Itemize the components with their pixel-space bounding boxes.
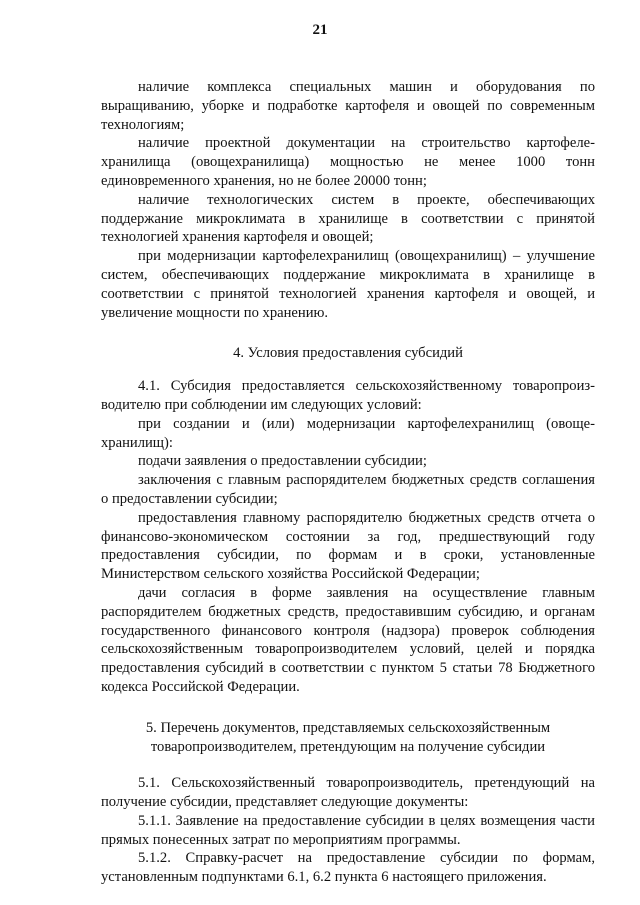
section-5-heading-line-2: товаропроизводителем, претендующим на получение субсидии [150,738,546,755]
section-4-heading: 4. Условия предоставления субсидий [233,345,463,362]
paragraph: наличие комплекса специальных машин и оборудования по выращиванию, уборке и подработке картофеля и овощей по современным технологиям; [101,79,595,133]
paragraph: дачи согласия в форме заявления на осуществление главным распорядителем бюджетных средств, предоставившим субсидию, и органам государственного финансового контроля (надзора) проверок соблюдения сельскохозяйственным товаропроизводителем условий, целей и порядка предоставления субсидий в соответствии с пунктом 5 статьи 78 Бюджетного кодекса Российской Федерации. [101,584,595,695]
section-5-body [101,774,595,887]
document-body [101,78,595,887]
paragraph: заключения с главным распорядителем бюджетных средств соглашения о предоставлении субсидии; [101,472,595,507]
section-4-body [101,377,595,697]
paragraph: при создании и (или) модернизации картофелехранилищ (овоще-хранилищ): [101,415,595,451]
paragraph: 5.1. Сельскохозяйственный товаропроизводитель, претендующий на получение субсидии, представляет следующие документы: [101,775,595,811]
section-5-heading-line-1: 5. Перечень документов, представляемых сельскохозяйственным [145,719,551,736]
paragraph: подачи заявления о предоставлении субсидии; [138,453,427,470]
paragraph: 5.1.1. Заявление на предоставление субсидии в целях возмещения части прямых понесенных затрат по мероприятиям программы. [101,812,595,848]
requirements-list [101,78,595,322]
paragraph: наличие проектной документации на строительство картофеле-хранилища (овощехранилища) мощностью не менее 1000 тонн единовременного хранения, но не более 20000 тонн; [101,135,595,189]
paragraph: предоставления главному распорядителю бюджетных средств отчета о финансово-экономическом состоянии за год, предшествующий году предоставления субсидии, по формам и в сроки, установленные Министерством сельского хозяйства Российской Федерации; [101,509,595,583]
section-5-heading [101,719,595,757]
page-number: 21 [312,22,328,38]
paragraph: при модернизации картофелехранилищ (овощехранилищ) – улучшение систем, обеспечивающих поддержание микроклимата в хранилище в соответствии с принятой технологией хранения картофеля и овощей, и увеличение мощности по хранению. [101,248,595,321]
paragraph: 4.1. Субсидия предоставляется сельскохозяйственному товаропроиз-водителю при соблюдении им следующих условий: [101,378,595,413]
paragraph: 5.1.2. Справку-расчет на предоставление субсидии по формам, установленным подпунктами 6.1, 6.2 пункта 6 настоящего приложения. [101,850,595,886]
paragraph: наличие технологических систем в проекте, обеспечивающих поддержание микроклимата в хранилище в соответствии с принятой технологией хранения картофеля и овощей; [101,191,595,246]
